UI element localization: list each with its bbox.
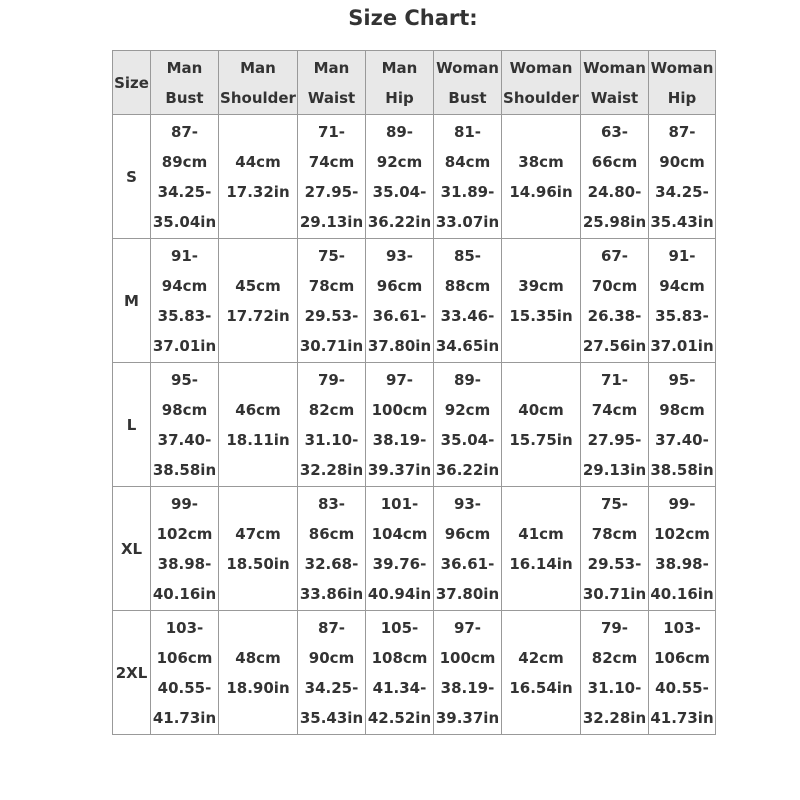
cell-line: Hip <box>667 88 697 107</box>
cell-value <box>581 489 648 609</box>
table-header <box>113 51 716 115</box>
cell-line: 39.37in <box>435 708 500 727</box>
table-cell <box>219 115 298 239</box>
cell-value <box>434 241 501 361</box>
cell-value <box>366 489 433 609</box>
cell-line: 38.58in <box>152 460 217 479</box>
cell-value <box>581 117 648 237</box>
cell-line: 17.72in <box>226 306 290 325</box>
cell-line: 38.98- <box>655 554 709 573</box>
cell-line: 70cm <box>591 276 638 295</box>
cell-line: Man <box>166 58 203 77</box>
cell-line: 74cm <box>308 152 355 171</box>
cell-line: 36.22in <box>367 212 432 231</box>
cell-line: 98cm <box>659 400 705 419</box>
cell-line: 18.50in <box>226 554 290 573</box>
cell-line: 93- <box>385 246 414 265</box>
cell-line: 91- <box>668 246 696 265</box>
cell-line: 75- <box>600 494 629 513</box>
cell-line: 90cm <box>308 648 355 667</box>
cell-line: 86cm <box>308 524 355 543</box>
cell-line: 102cm <box>654 524 710 543</box>
table-cell <box>649 115 716 239</box>
cell-line: 99- <box>668 494 696 513</box>
cell-line: 25.98in <box>582 212 647 231</box>
table-cell <box>502 115 581 239</box>
cell-value <box>366 365 433 485</box>
table-cell <box>219 611 298 735</box>
cell-line: 87- <box>668 122 696 141</box>
cell-line: 105- <box>380 618 419 637</box>
cell-value <box>151 613 218 733</box>
cell-line: 16.54in <box>509 678 573 697</box>
cell-value <box>502 519 580 579</box>
cell-line: 95- <box>668 370 696 389</box>
cell-line: Bust <box>448 88 487 107</box>
cell-line: 90cm <box>659 152 705 171</box>
cell-line: 37.01in <box>152 336 217 355</box>
size-label: XL <box>113 487 151 611</box>
cell-line: 74cm <box>591 400 638 419</box>
cell-value <box>151 489 218 609</box>
cell-line: 30.71in <box>299 336 364 355</box>
cell-value <box>649 489 715 609</box>
cell-line: 41.34- <box>372 678 427 697</box>
size-label: S <box>113 115 151 239</box>
cell-line: 24.80- <box>587 182 642 201</box>
cell-line: Man <box>313 58 350 77</box>
cell-value <box>298 613 365 733</box>
cell-line: Man <box>240 58 276 77</box>
cell-line: 26.38- <box>587 306 642 325</box>
cell-line: Woman <box>436 58 499 77</box>
size-chart-table <box>112 50 716 735</box>
table-body <box>113 115 716 735</box>
cell-line: 15.35in <box>509 306 573 325</box>
column-header <box>649 51 716 115</box>
cell-line: 38.19- <box>372 430 427 449</box>
cell-line: Bust <box>165 88 204 107</box>
cell-line: 46cm <box>235 400 281 419</box>
cell-line: 35.04in <box>152 212 217 231</box>
table-row <box>113 611 716 735</box>
size-label: 2XL <box>113 611 151 735</box>
cell-line: 32.28in <box>299 460 364 479</box>
cell-line: 40.55- <box>157 678 212 697</box>
cell-value <box>434 117 501 237</box>
table-cell <box>581 115 649 239</box>
cell-line: 29.53- <box>304 306 359 325</box>
cell-line: 40.16in <box>152 584 217 603</box>
table-cell <box>366 363 434 487</box>
cell-line: 47cm <box>235 524 281 543</box>
cell-line: 38cm <box>518 152 564 171</box>
table-cell <box>366 239 434 363</box>
cell-line: 31.10- <box>587 678 642 697</box>
cell-value <box>219 271 297 331</box>
column-header-label <box>434 53 501 113</box>
cell-line: Shoulder <box>503 88 579 107</box>
column-header <box>151 51 219 115</box>
cell-line: 99- <box>170 494 199 513</box>
cell-line: 78cm <box>308 276 355 295</box>
table-cell <box>151 611 219 735</box>
cell-line: 38.98- <box>157 554 212 573</box>
table-cell <box>151 115 219 239</box>
cell-line: 71- <box>600 370 629 389</box>
cell-line: 41.73in <box>650 708 714 727</box>
table-cell <box>502 487 581 611</box>
table-cell <box>649 487 716 611</box>
table-cell <box>434 611 502 735</box>
cell-line: 87- <box>170 122 199 141</box>
cell-line: 37.80in <box>367 336 432 355</box>
cell-line: 35.04- <box>372 182 427 201</box>
cell-line: 71- <box>317 122 346 141</box>
cell-line: 96cm <box>376 276 423 295</box>
cell-line: 93- <box>453 494 482 513</box>
cell-line: 35.83- <box>157 306 212 325</box>
cell-line: 27.56in <box>582 336 647 355</box>
cell-line: 34.65in <box>435 336 500 355</box>
cell-line: 35.43in <box>299 708 364 727</box>
table-cell <box>298 487 366 611</box>
cell-value <box>581 241 648 361</box>
column-header-label <box>502 53 580 113</box>
cell-line: 40.55- <box>655 678 709 697</box>
cell-line: 89- <box>453 370 482 389</box>
table-cell <box>649 363 716 487</box>
cell-value <box>219 147 297 207</box>
cell-line: 29.13in <box>582 460 647 479</box>
cell-line: 82cm <box>308 400 355 419</box>
cell-line: 39.37in <box>367 460 432 479</box>
cell-line: 85- <box>453 246 482 265</box>
table-cell <box>649 239 716 363</box>
cell-line: 40cm <box>518 400 564 419</box>
cell-line: 18.11in <box>226 430 290 449</box>
cell-line: 98cm <box>161 400 208 419</box>
table-cell <box>581 363 649 487</box>
cell-line: 48cm <box>235 648 281 667</box>
cell-line: 106cm <box>156 648 213 667</box>
table-cell <box>502 363 581 487</box>
column-header-label <box>649 53 715 113</box>
column-header <box>219 51 298 115</box>
cell-line: 92cm <box>444 400 491 419</box>
cell-value <box>502 395 580 455</box>
cell-line: Woman <box>583 58 646 77</box>
cell-line: 89- <box>385 122 414 141</box>
cell-value <box>366 613 433 733</box>
column-header-label <box>151 53 218 113</box>
cell-line: 36.61- <box>440 554 495 573</box>
cell-value <box>502 271 580 331</box>
cell-line: 102cm <box>156 524 213 543</box>
column-header-label <box>581 53 648 113</box>
header-row <box>113 51 716 115</box>
cell-line: Woman <box>509 58 573 77</box>
table-cell <box>366 611 434 735</box>
cell-line: 30.71in <box>582 584 647 603</box>
table-cell <box>219 239 298 363</box>
cell-line: 94cm <box>659 276 705 295</box>
cell-line: 45cm <box>235 276 281 295</box>
cell-line: 35.83- <box>655 306 709 325</box>
cell-line: 37.40- <box>157 430 212 449</box>
cell-line: Hip <box>385 88 414 107</box>
cell-line: 27.95- <box>587 430 642 449</box>
cell-line: 35.43in <box>650 212 714 231</box>
cell-line: 34.25- <box>655 182 709 201</box>
cell-line: 101- <box>380 494 419 513</box>
cell-line: 41cm <box>518 524 564 543</box>
cell-line: 37.40- <box>655 430 709 449</box>
cell-value <box>298 365 365 485</box>
table-cell <box>366 487 434 611</box>
cell-line: 33.86in <box>299 584 364 603</box>
table-cell <box>366 115 434 239</box>
size-label: M <box>113 239 151 363</box>
table-cell <box>219 487 298 611</box>
cell-line: 37.80in <box>435 584 500 603</box>
cell-line: 63- <box>600 122 629 141</box>
cell-value <box>434 365 501 485</box>
table-cell <box>151 239 219 363</box>
table-cell <box>581 239 649 363</box>
cell-line: 40.16in <box>650 584 714 603</box>
cell-line: Shoulder <box>220 88 296 107</box>
cell-line: 38.58in <box>650 460 714 479</box>
table-cell <box>298 611 366 735</box>
cell-line: 32.28in <box>582 708 647 727</box>
cell-line: 87- <box>317 618 346 637</box>
cell-line: 34.25- <box>304 678 359 697</box>
column-header-label <box>219 53 297 113</box>
table-cell <box>581 611 649 735</box>
cell-line: 15.75in <box>509 430 573 449</box>
cell-value <box>219 395 297 455</box>
cell-line: 88cm <box>444 276 491 295</box>
cell-line: 97- <box>453 618 482 637</box>
cell-value <box>151 241 218 361</box>
cell-line: 82cm <box>591 648 638 667</box>
cell-value <box>502 147 580 207</box>
cell-line: 31.10- <box>304 430 359 449</box>
cell-value <box>434 613 501 733</box>
cell-value <box>151 365 218 485</box>
cell-value <box>649 613 715 733</box>
table-cell <box>434 487 502 611</box>
cell-line: 32.68- <box>304 554 359 573</box>
cell-line: 78cm <box>591 524 638 543</box>
cell-line: Woman <box>650 58 714 77</box>
cell-value <box>151 117 218 237</box>
column-header <box>298 51 366 115</box>
cell-line: Waist <box>590 88 639 107</box>
cell-line: 100cm <box>439 648 496 667</box>
cell-line: 27.95- <box>304 182 359 201</box>
column-header-label <box>366 53 433 113</box>
cell-line: 18.90in <box>226 678 290 697</box>
cell-value <box>219 519 297 579</box>
cell-line: 29.13in <box>299 212 364 231</box>
cell-line: 84cm <box>444 152 491 171</box>
size-label: L <box>113 363 151 487</box>
table-cell <box>298 115 366 239</box>
cell-value <box>298 117 365 237</box>
cell-line: 106cm <box>654 648 710 667</box>
cell-line: 17.32in <box>226 182 290 201</box>
cell-line: 79- <box>317 370 346 389</box>
cell-line: 29.53- <box>587 554 642 573</box>
cell-line: Size <box>114 73 149 92</box>
table-cell <box>434 363 502 487</box>
column-header-label <box>298 53 365 113</box>
table-cell <box>151 487 219 611</box>
cell-line: 33.07in <box>435 212 500 231</box>
cell-line: 91- <box>170 246 199 265</box>
cell-line: 37.01in <box>650 336 714 355</box>
cell-line: 16.14in <box>509 554 573 573</box>
cell-line: 92cm <box>376 152 423 171</box>
cell-line: 104cm <box>371 524 428 543</box>
column-header-label <box>113 68 150 98</box>
cell-value <box>434 489 501 609</box>
cell-line: 40.94in <box>367 584 432 603</box>
table-cell <box>649 611 716 735</box>
cell-line: 31.89- <box>440 182 495 201</box>
cell-line: 67- <box>600 246 629 265</box>
cell-line: 36.61- <box>372 306 427 325</box>
cell-line: 14.96in <box>509 182 573 201</box>
cell-line: 95- <box>170 370 199 389</box>
cell-value <box>649 117 715 237</box>
column-header <box>502 51 581 115</box>
cell-line: 39cm <box>518 276 564 295</box>
cell-line: 38.19- <box>440 678 495 697</box>
cell-line: 79- <box>600 618 629 637</box>
table-row <box>113 363 716 487</box>
column-header <box>113 51 151 115</box>
table-cell <box>434 115 502 239</box>
cell-line: 97- <box>385 370 414 389</box>
cell-line: 103- <box>663 618 701 637</box>
table-cell <box>298 239 366 363</box>
cell-line: 44cm <box>235 152 281 171</box>
cell-line: 42cm <box>518 648 564 667</box>
cell-line: 108cm <box>371 648 428 667</box>
cell-line: 42.52in <box>367 708 432 727</box>
column-header <box>366 51 434 115</box>
cell-line: 41.73in <box>152 708 217 727</box>
cell-line: 34.25- <box>157 182 212 201</box>
table-cell <box>298 363 366 487</box>
cell-line: 94cm <box>161 276 208 295</box>
cell-line: 103- <box>165 618 204 637</box>
page-title: Size Chart: <box>348 6 478 30</box>
cell-value <box>219 643 297 703</box>
cell-line: 75- <box>317 246 346 265</box>
table-cell <box>581 487 649 611</box>
cell-line: 100cm <box>371 400 428 419</box>
cell-value <box>366 241 433 361</box>
cell-value <box>298 241 365 361</box>
table-cell <box>434 239 502 363</box>
cell-line: 66cm <box>591 152 638 171</box>
cell-line: 39.76- <box>372 554 427 573</box>
cell-value <box>502 643 580 703</box>
cell-value <box>366 117 433 237</box>
table-row <box>113 239 716 363</box>
cell-line: 81- <box>453 122 482 141</box>
table-cell <box>219 363 298 487</box>
table-row <box>113 487 716 611</box>
table-cell <box>502 611 581 735</box>
cell-line: 83- <box>317 494 346 513</box>
cell-line: 33.46- <box>440 306 495 325</box>
table-row <box>113 115 716 239</box>
cell-value <box>298 489 365 609</box>
column-header <box>434 51 502 115</box>
cell-value <box>581 613 648 733</box>
cell-line: Man <box>381 58 418 77</box>
cell-line: 89cm <box>161 152 208 171</box>
table-cell <box>151 363 219 487</box>
cell-line: Waist <box>307 88 356 107</box>
cell-line: 36.22in <box>435 460 500 479</box>
cell-value <box>649 241 715 361</box>
cell-value <box>649 365 715 485</box>
cell-line: 96cm <box>444 524 491 543</box>
cell-line: 35.04- <box>440 430 495 449</box>
cell-value <box>581 365 648 485</box>
table-cell <box>502 239 581 363</box>
column-header <box>581 51 649 115</box>
